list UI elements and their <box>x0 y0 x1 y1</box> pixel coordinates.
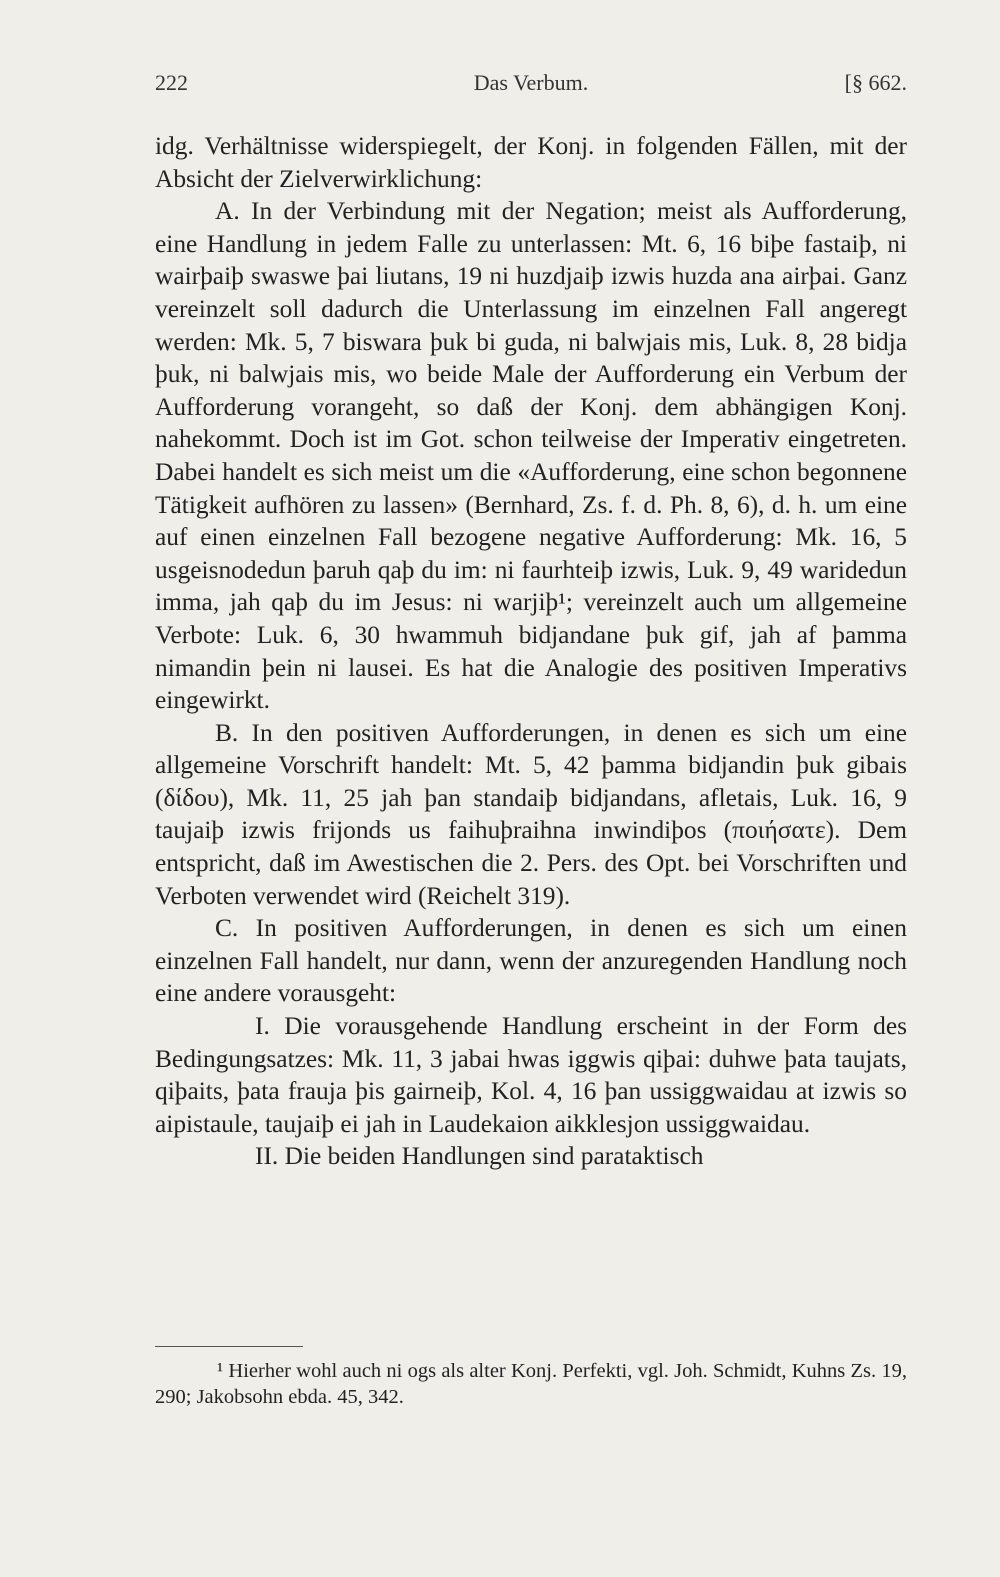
running-title: Das Verbum. <box>473 70 589 95</box>
footnote <box>155 1358 907 1410</box>
footnote-rule <box>155 1346 303 1347</box>
paragraph-b: B. In den positiven Aufforderungen, in denen es sich um eine allgemeine Vorschrift handelt: Mt. 5, 42 þamma bidjandin þuk gibais (δίδου), Mk. 11, 25 jah þan standaiþ bidjandans, afletais, Luk. 16, 9 taujaiþ izwis frijonds us faihuþraihna inwindiþos (ποιήσατε). Dem entspricht, daß im Awestischen die 2. Pers. des Opt. bei Vorschriften und Verboten verwendet wird (Reichelt 319). <box>155 718 907 910</box>
footnote-text: ¹ Hierher wohl auch ni ogs als alter Konj. Perfekti, vgl. Joh. Schmidt, Kuhns Zs. 19, 290; Jakobsohn ebda. 45, 342. <box>155 1360 907 1408</box>
paragraph-c: C. In positiven Aufforderungen, in denen es sich um einen einzelnen Fall handelt, nur dann, wenn der anzuregenden Handlung noch eine andere vorausgeht: <box>155 914 907 1008</box>
paragraph-c-i: I. Die vorausgehende Handlung erscheint in der Form des Bedingungsatzes: Mk. 11, 3 jabai hwas iggwis qiþai: duhwe þata taujats, qiþaits, þata frauja þis gairneiþ, Kol. 4, 16 þan ussiggwaidau at izwis so aipistaule, taujaiþ ei jah in Laudekaion aikklesjon ussiggwaidau. <box>155 1012 907 1138</box>
section-reference: [§ 662. <box>844 70 907 95</box>
running-header <box>155 66 907 100</box>
paragraph-a: A. In der Verbindung mit der Negation; meist als Aufforderung, eine Handlung in jedem Falle zu unterlassen: Mt. 6, 16 biþe fastaiþ, ni wairþaiþ swaswe þai liutans, 19 ni huzdjaiþ izwis huzda ana airþai. Ganz vereinzelt soll dadurch die Unterlassung im einzelnen Fall angeregt werden: Mk. 5, 7 biswara þuk bi guda, ni balwjais mis, Luk. 8, 28 bidja þuk, ni balwjais mis, wo beide Male der Aufforderung ein Verbum der Aufforderung vorangeht, so daß der Konj. dem abhängigen Konj. nahekommt. Doch ist im Got. schon teilweise der Imperativ eingetreten. Dabei handelt es sich meist um die «Aufforderung, eine schon begonnene Tätigkeit aufhören zu lassen» (Bernhard, Zs. f. d. Ph. 8, 6), d. h. um eine auf einen einzelnen Fall bezogene negative Aufforderung: Mk. 16, 5 usgeisnodedun þaruh qaþ du im: ni faurhteiþ izwis, Luk. 9, 49 waridedun imma, jah qaþ du im Jesus: ni warjiþ¹; vereinzelt auch um allgemeine Verbote: Luk. 6, 30 hwammuh bidjandane þuk gif, jah af þamma nimandin þein ni lausei. Es hat die Analogie des positiven Imperativs eingewirkt. <box>155 197 907 715</box>
paragraph-c-ii: II. Die beiden Handlungen sind parataktisch <box>255 1142 704 1171</box>
body-text <box>155 130 907 1173</box>
page-number: 222 <box>155 70 188 95</box>
paragraph-intro: idg. Verhältnisse widerspiegelt, der Konj. in folgenden Fällen, mit der Absicht der Zielverwirklichung: <box>155 132 907 193</box>
